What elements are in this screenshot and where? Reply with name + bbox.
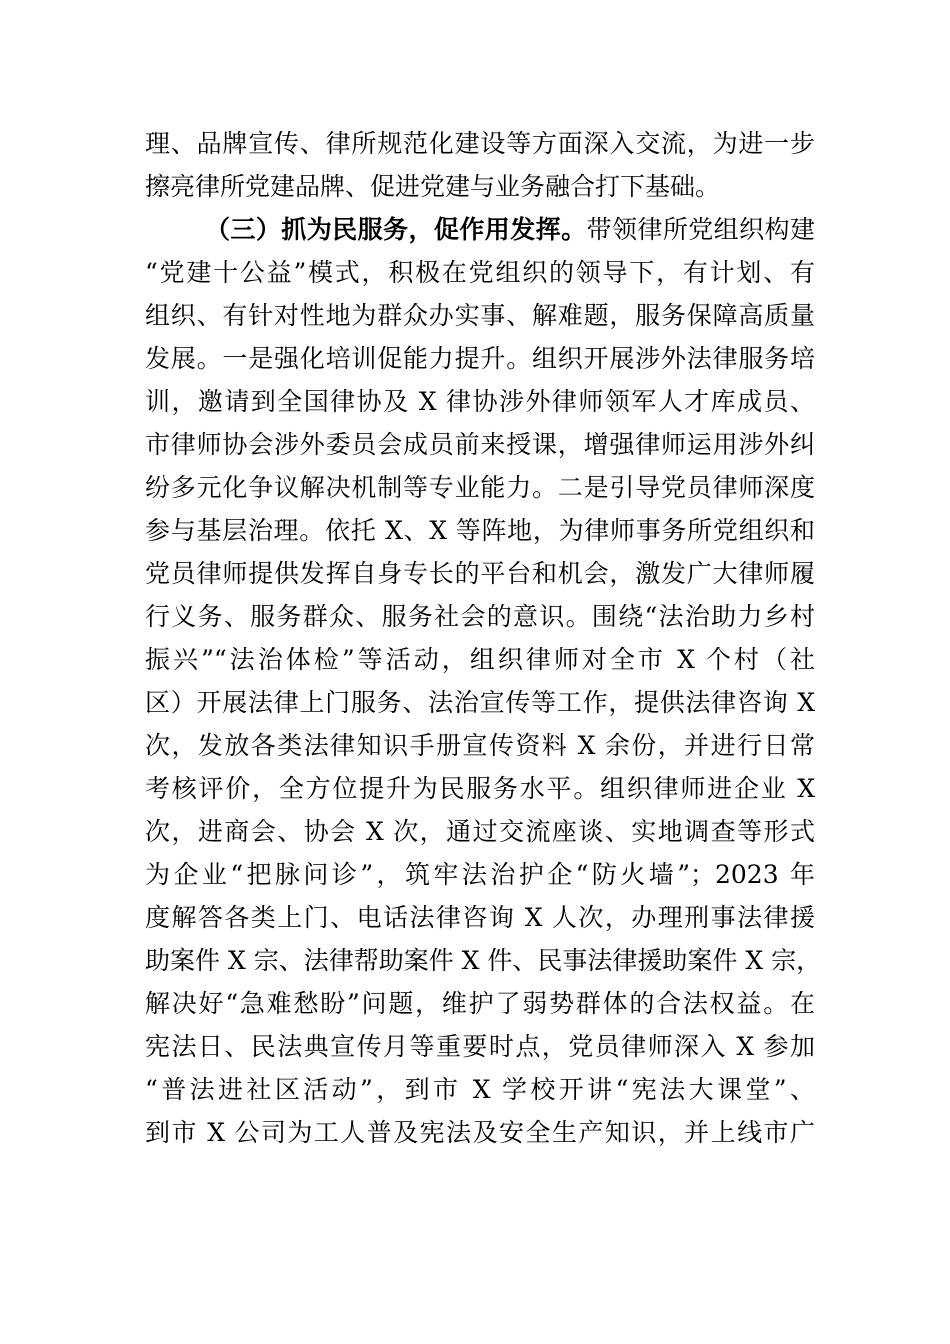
text-line: 宪法日、民法典宣传月等重要时点，党员律师深入 X 参加 — [145, 1032, 815, 1061]
text-line: “普法进社区活动”，到市 X 学校开讲“宪法大课堂”、 — [145, 1075, 815, 1104]
text-line: “党建十公益”模式，积极在党组织的领导下，有计划、有 — [145, 258, 815, 287]
text-line: 党员律师提供发挥自身专长的平台和机会，激发广大律师履 — [145, 559, 815, 588]
document-body — [145, 122, 822, 1154]
text-line: 参与基层治理。依托 X、X 等阵地，为律师事务所党组织和 — [145, 516, 815, 545]
text-line: 次，进商会、协会 X 次，通过交流座谈、实地调查等形式 — [145, 817, 815, 846]
text-line: 次，发放各类法律知识手册宣传资料 X 余份，并进行日常 — [145, 731, 815, 760]
text-line: 振兴”“法治体检”等活动，组织律师对全市 X 个村（社 — [145, 645, 815, 674]
text-line: 市律师协会涉外委员会成员前来授课，增强律师运用涉外纠 — [145, 430, 815, 459]
text-line: 带领律所党组织构建 — [586, 215, 815, 244]
text-line: 度解答各类上门、电话法律咨询 X 人次，办理刑事法律援 — [145, 903, 815, 932]
text-line: 理、品牌宣传、律所规范化建设等方面深入交流，为进一步 — [145, 129, 815, 158]
text-line: 解决好“急难愁盼”问题，维护了弱势群体的合法权益。在 — [145, 989, 815, 1018]
text-line: 发展。一是强化培训促能力提升。组织开展涉外法律服务培 — [145, 344, 815, 373]
text-line: 组织、有针对性地为群众办实事、解难题，服务保障高质量 — [145, 301, 815, 330]
text-line: 行义务、服务群众、服务社会的意识。围绕“法治助力乡村 — [145, 602, 815, 631]
text-line: 到市 X 公司为工人普及宪法及安全生产知识，并上线市广 — [145, 1118, 815, 1147]
text-line: 考核评价，全方位提升为民服务水平。组织律师进企业 X — [145, 774, 815, 803]
text-line: 纷多元化争议解决机制等专业能力。二是引导党员律师深度 — [145, 473, 815, 502]
section-heading: （三）抓为民服务，促作用发挥。 — [205, 215, 587, 244]
text-line: 擦亮律所党建品牌、促进党建与业务融合打下基础。 — [145, 172, 721, 201]
text-line: 为企业“把脉问诊”，筑牢法治护企“防火墙”；2023 年 — [145, 860, 815, 889]
section-heading-line — [145, 208, 815, 251]
text-line: 助案件 X 宗、法律帮助案件 X 件、民事法律援助案件 X 宗， — [145, 946, 822, 975]
text-line: 训，邀请到全国律协及 X 律协涉外律师领军人才库成员、 — [145, 387, 815, 416]
text-line: 区）开展法律上门服务、法治宣传等工作，提供法律咨询 X — [145, 688, 815, 717]
